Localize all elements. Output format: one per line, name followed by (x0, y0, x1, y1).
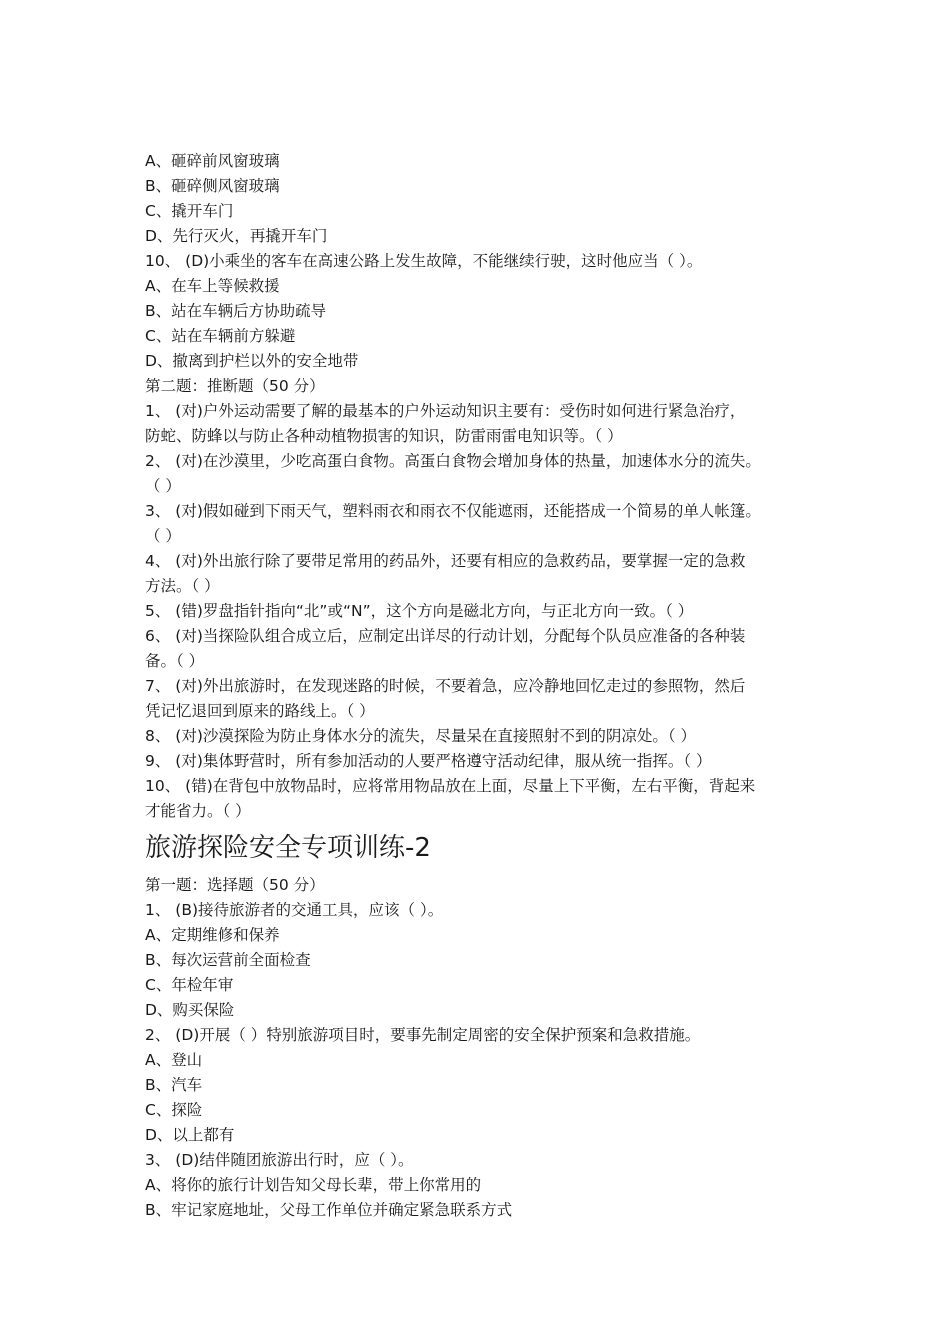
text-line: 才能省力。（ ） (145, 802, 251, 820)
section-label: 第一题：选择题（50 分） (145, 876, 325, 894)
text-line: 8、 (对)沙漠探险为防止身体水分的流失，尽量呆在直接照射不到的阴凉处。（ ） (145, 727, 697, 745)
text-line: D、撤离到护栏以外的安全地带 (145, 352, 359, 370)
text-line: 9、 (对)集体野营时，所有参加活动的人要严格遵守活动纪律，服从统一指挥。（ ） (145, 752, 712, 770)
text-line: C、年检年审 (145, 976, 234, 994)
text-line: 2、 (对)在沙漠里，少吃高蛋白食物。高蛋白食物会增加身体的热量，加速体水分的流失。 (145, 452, 761, 470)
text-line: A、砸碎前风窗玻璃 (145, 152, 280, 170)
question-list-part1 (145, 149, 835, 824)
section-heading: 旅游探险安全专项训练-2 (145, 833, 431, 863)
text-line: 防蛇、防蜂以与防止各种动植物损害的知识，防雷雨雷电知识等。（ ） (145, 427, 623, 445)
document-body (145, 149, 835, 1223)
text-line: 3、 (对)假如碰到下雨天气，塑料雨衣和雨衣不仅能遮雨，还能搭成一个简易的单人帐篷。 (145, 502, 761, 520)
text-line: 10、 (错)在背包中放物品时，应将常用物品放在上面，尽量上下平衡，左右平衡，背起来 (145, 777, 756, 795)
text-line: 4、 (对)外出旅行除了要带足常用的药品外，还要有相应的急救药品，要掌握一定的急救 (145, 552, 746, 570)
text-line: 备。（ ） (145, 652, 205, 670)
text-line: （ ） (145, 477, 181, 495)
text-line: 方法。（ ） (145, 577, 220, 595)
text-line: B、每次运营前全面检查 (145, 951, 311, 969)
text-line: A、登山 (145, 1051, 203, 1069)
text-line: B、砸碎侧风窗玻璃 (145, 177, 280, 195)
section-label: 第二题：推断题（50 分） (145, 377, 325, 395)
text-line: 5、 (错)罗盘指针指向“北”或“N”，这个方向是磁北方向，与正北方向一致。（ ） (145, 602, 694, 620)
text-line: 1、 (对)户外运动需要了解的最基本的户外运动知识主要有：受伤时如何进行紧急治疗， (145, 402, 746, 420)
text-line: 3、 (D)结伴随团旅游出行时，应（ ）。 (145, 1151, 414, 1169)
text-line: （ ） (145, 527, 181, 545)
text-line: B、汽车 (145, 1076, 203, 1094)
text-line: D、先行灭火，再撬开车门 (145, 227, 328, 245)
text-line: B、站在车辆后方协助疏导 (145, 302, 327, 320)
text-line: 10、 (D)小乘坐的客车在高速公路上发生故障，不能继续行驶，这时他应当（ ）。 (145, 252, 703, 270)
text-line: C、站在车辆前方躲避 (145, 327, 296, 345)
text-line: A、在车上等候救援 (145, 277, 280, 295)
text-line: C、撬开车门 (145, 202, 234, 220)
text-line: 凭记忆退回到原来的路线上。（ ） (145, 702, 375, 720)
text-line: D、购买保险 (145, 1001, 235, 1019)
text-line: 6、 (对)当探险队组合成立后，应制定出详尽的行动计划，分配每个队员应准备的各种装 (145, 627, 746, 645)
text-line: C、探险 (145, 1101, 203, 1119)
question-list-part2 (145, 873, 835, 1223)
text-line: 2、 (D)开展（ ）特别旅游项目时，要事先制定周密的安全保护预案和急救措施。 (145, 1026, 701, 1044)
text-line: 1、 (B)接待旅游者的交通工具，应该（ ）。 (145, 901, 444, 919)
text-line: A、定期维修和保养 (145, 926, 280, 944)
text-line: 7、 (对)外出旅游时，在发现迷路的时候，不要着急，应冷静地回忆走过的参照物，然后 (145, 677, 746, 695)
text-line: B、牢记家庭地址，父母工作单位并确定紧急联系方式 (145, 1201, 513, 1219)
text-line: A、将你的旅行计划告知父母长辈，带上你常用的 (145, 1176, 482, 1194)
text-line: D、以上都有 (145, 1126, 235, 1144)
